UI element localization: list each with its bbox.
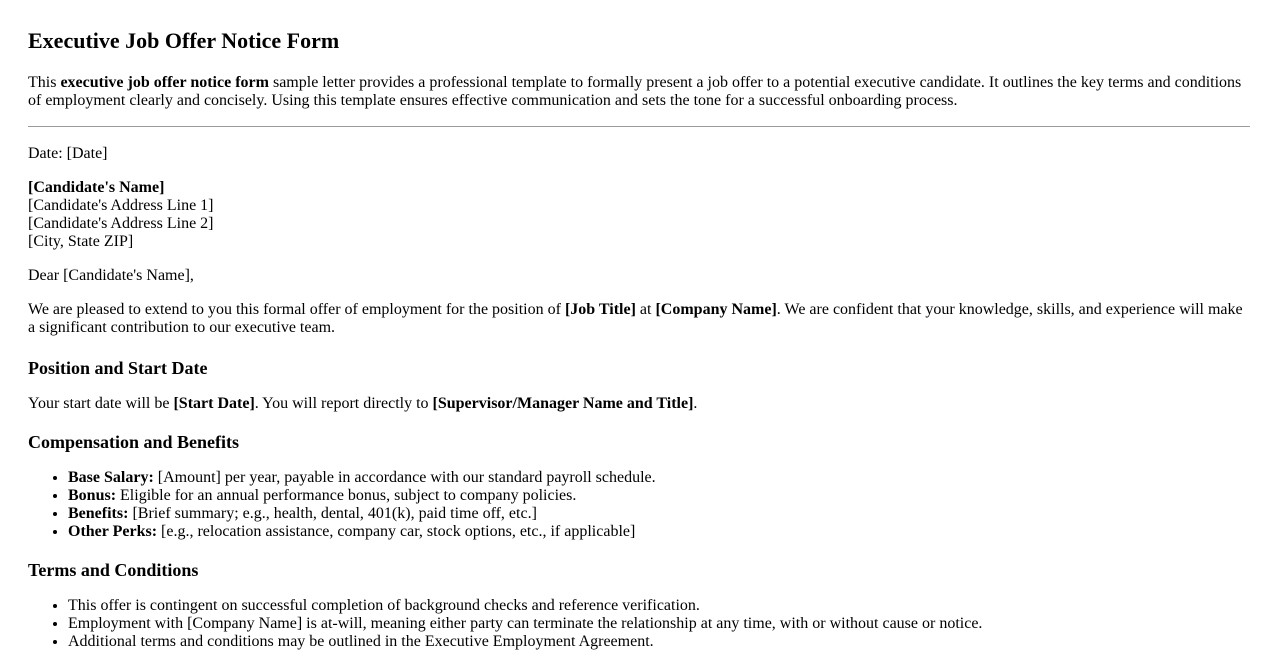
list-item: • Employment with [Company Name] is at-will, meaning either party can terminate the relationship at any time, with or without cause or notice. [68,615,1250,633]
job-title-placeholder: [Job Title] [564,301,636,318]
item-text: Eligible for an annual performance bonus, subject to company policies. [116,487,577,504]
item-label: Other Perks: [68,523,158,540]
address-line-1: [Candidate's Address Line 1] [28,197,214,214]
offer-text-3: . We are confident that your knowledge, skills, and experience will make a significant contribution to our executive team. [28,301,1243,336]
position-heading: Position and Start Date [28,358,208,378]
page-title: Executive Job Offer Notice Form [28,28,340,53]
offer-text-1: We are pleased to extend to you this formal offer of employment for the position of [28,301,565,318]
item-label: Bonus: [68,487,117,504]
date-line: Date: [Date] [28,145,108,162]
address-line-2: [Candidate's Address Line 2] [28,215,214,232]
supervisor-placeholder: [Supervisor/Manager Name and Title] [432,395,694,412]
list-item [68,469,1250,487]
start-text-3: . [693,395,698,412]
candidate-address [28,179,1250,251]
item-text: [Amount] per year, payable in accordance with our standard payroll schedule. [153,469,656,486]
address-city: [City, State ZIP] [28,233,134,250]
start-text-1: Your start date will be [28,395,174,412]
compensation-heading: Compensation and Benefits [28,432,240,452]
list-item [68,487,1250,505]
intro-suffix: sample letter provides a professional template to formally present a job offer to a potential executive candidate. It outlines the key terms and conditions of employment clearly and concisely. Using this template ensures effective communication and sets the tone for a successful onboarding process. [28,74,1242,109]
candidate-name: [Candidate's Name] [28,179,165,196]
list-item: • Additional terms and conditions may be outlined in the Executive Employment Agreement. [68,633,1250,651]
intro-prefix: This [28,74,61,91]
offer-paragraph [28,301,1250,337]
list-item [68,523,1250,541]
terms-heading: Terms and Conditions [28,560,199,580]
start-date-paragraph [28,395,1250,413]
item-label: Base Salary: [68,469,154,486]
salutation: Dear [Candidate's Name], [28,267,194,284]
list-item: • This offer is contingent on successful completion of background checks and reference verification. [68,597,1250,615]
intro-paragraph [28,74,1250,110]
divider [28,126,1250,127]
compensation-list [28,469,1250,541]
terms-list [28,597,1250,651]
offer-text-2: at [635,301,656,318]
intro-bold-term: executive job offer notice form [60,74,269,91]
start-text-2: . You will report directly to [254,395,433,412]
item-label: Benefits: [68,505,129,522]
list-item [68,505,1250,523]
start-date-placeholder: [Start Date] [173,395,255,412]
item-text: [e.g., relocation assistance, company car, stock options, etc., if applicable] [157,523,636,540]
company-name-placeholder: [Company Name] [655,301,777,318]
item-text: [Brief summary; e.g., health, dental, 401(k), paid time off, etc.] [128,505,537,522]
